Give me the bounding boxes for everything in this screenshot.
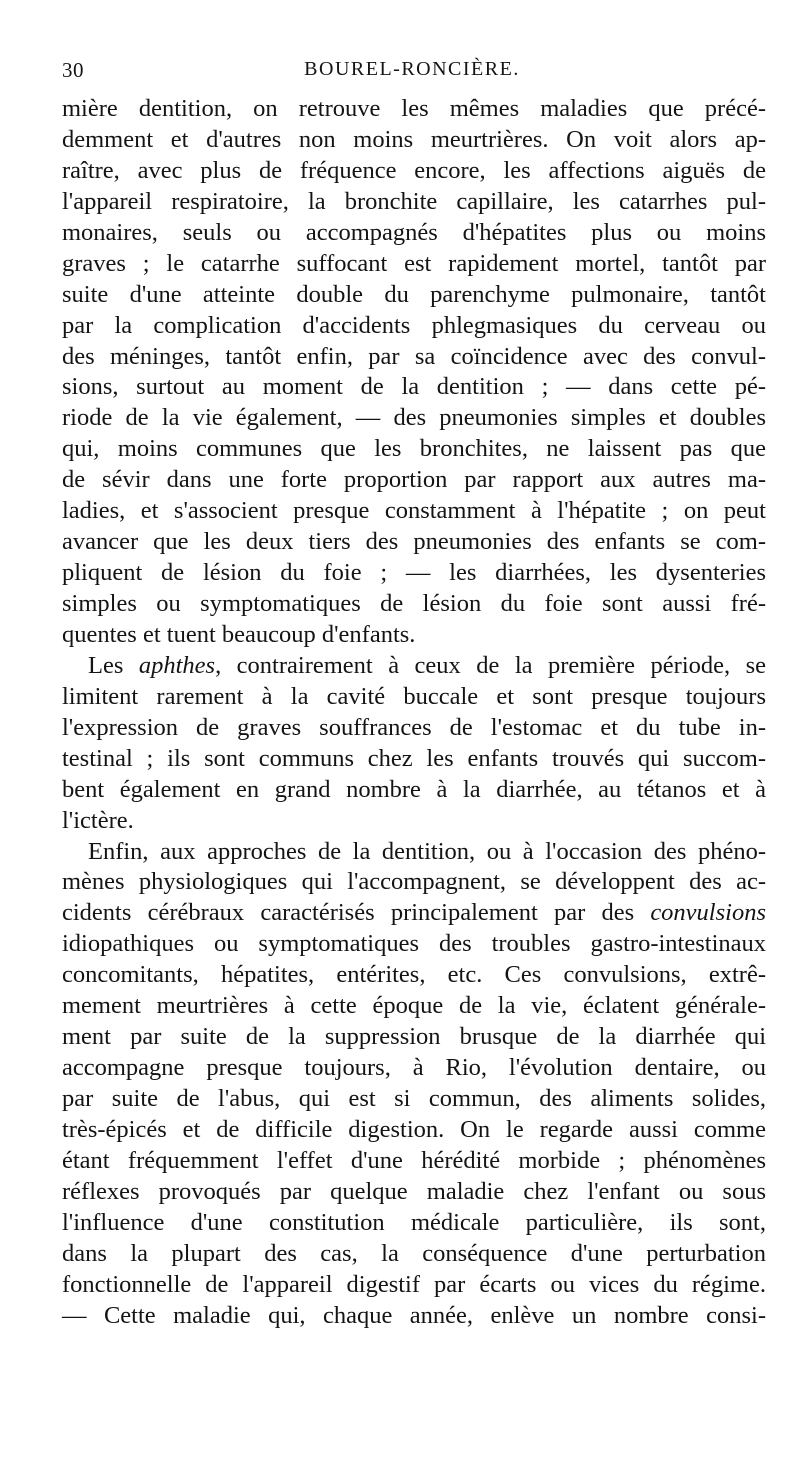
text-line xyxy=(62,806,766,837)
text-line xyxy=(62,403,766,434)
text-line xyxy=(62,1146,766,1177)
text-line xyxy=(62,837,766,868)
text-line xyxy=(62,713,766,744)
page-number: 30 xyxy=(62,58,84,82)
text-line-content: mière dentition, on retrouve les mêmes maladies que précé- xyxy=(62,95,766,122)
italic-term: convulsions xyxy=(650,899,766,927)
text-line-content: accompagne presque toujours, à Rio, l'évolution dentaire, ou xyxy=(62,1054,766,1082)
text-line-content: mènes physiologiques qui l'accompagnent, se développent des ac- xyxy=(62,868,766,896)
text-line-content: fonctionnelle de l'appareil digestif par écarts ou vices du régime. xyxy=(62,1270,766,1298)
text-line xyxy=(62,620,766,651)
text-line xyxy=(62,156,766,187)
text-line-content: simples ou symptomatiques de lésion du foie sont aussi fré- xyxy=(62,590,766,617)
text-line-start: Les xyxy=(88,651,139,679)
text-line xyxy=(62,1022,766,1053)
text-line xyxy=(62,1115,766,1146)
text-line-start: cidents cérébraux caractérisés principalement par des xyxy=(62,899,651,927)
text-line xyxy=(62,249,766,280)
text-line xyxy=(62,465,766,496)
text-line xyxy=(62,1301,766,1332)
text-line xyxy=(62,1239,766,1270)
text-line xyxy=(62,1208,766,1239)
text-line-content: Enfin, aux approches de la dentition, ou à l'occasion des phéno- xyxy=(88,837,766,865)
text-line-content: l'influence d'une constitution médicale particulière, ils sont, xyxy=(62,1208,766,1236)
text-line-content: idiopathiques ou symptomatiques des troubles gastro-intestinaux xyxy=(62,930,766,958)
text-line xyxy=(62,280,766,311)
text-line xyxy=(62,682,766,713)
text-line xyxy=(62,898,766,929)
text-line-content: par suite de l'abus, qui est si commun, des aliments solides, xyxy=(62,1085,766,1112)
text-line xyxy=(62,94,766,125)
text-line-content: avancer que les deux tiers des pneumonies des enfants se com- xyxy=(62,528,766,556)
text-line xyxy=(62,589,766,620)
text-line xyxy=(62,496,766,527)
text-line xyxy=(62,218,766,249)
text-line-content: ment par suite de la suppression brusque de la diarrhée qui xyxy=(62,1023,766,1051)
text-line-content: réflexes provoqués par quelque maladie chez l'enfant ou sous xyxy=(62,1177,766,1205)
text-line xyxy=(62,311,766,342)
text-line-content: quentes et tuent beaucoup d'enfants. xyxy=(62,620,416,648)
text-line-content: , contrairement à ceux de la première période, se xyxy=(215,651,767,679)
text-line xyxy=(62,991,766,1022)
text-line xyxy=(62,527,766,558)
text-line xyxy=(62,1084,766,1115)
text-line-content: très-épicés et de difficile digestion. On le regarde aussi comme xyxy=(62,1115,766,1143)
italic-term: aphthes xyxy=(138,651,216,679)
text-line xyxy=(62,1270,766,1301)
text-line-content: raître, avec plus de fréquence encore, les affections aiguës de xyxy=(62,156,766,184)
text-line-content: testinal ; ils sont communs chez les enfants trouvés qui succom- xyxy=(62,744,766,772)
running-title: BOUREL-RONCIÈRE. xyxy=(304,58,520,80)
text-line xyxy=(62,651,766,682)
text-line-content: ladies, et s'associent presque constamment à l'hépatite ; on peut xyxy=(62,497,766,525)
text-line-content: qui, moins communes que les bronchites, ne laissent pas que xyxy=(62,435,766,463)
text-line-content: par la complication d'accidents phlegmasiques du cerveau ou xyxy=(62,311,766,339)
text-line-content: l'ictère. xyxy=(62,806,134,834)
text-line xyxy=(62,434,766,465)
text-line-content: pliquent de lésion du foie ; — les diarrhées, les dysenteries xyxy=(62,559,766,587)
text-line xyxy=(62,775,766,806)
text-line-content: limitent rarement à la cavité buccale et sont presque toujours xyxy=(62,682,766,710)
text-line xyxy=(62,960,766,991)
text-line xyxy=(62,558,766,589)
text-line-content: des méninges, tantôt enfin, par sa coïncidence avec des convul- xyxy=(62,342,766,370)
page-header xyxy=(62,58,762,88)
body-text xyxy=(62,94,766,1332)
text-line-content: riode de la vie également, — des pneumonies simples et doubles xyxy=(62,404,766,432)
text-line-content: bent également en grand nombre à la diarrhée, au tétanos et à xyxy=(62,775,766,803)
text-line-content: mement meurtrières à cette époque de la vie, éclatent générale- xyxy=(62,992,766,1020)
text-line-content: sions, surtout au moment de la dentition ; — dans cette pé- xyxy=(62,373,766,401)
text-line xyxy=(62,867,766,898)
text-line-content: suite d'une atteinte double du parenchyme pulmonaire, tantôt xyxy=(62,280,766,308)
text-line xyxy=(62,372,766,403)
text-line-content: dans la plupart des cas, la conséquence d'une perturbation xyxy=(62,1239,766,1267)
text-line-content: l'expression de graves souffrances de l'estomac et du tube in- xyxy=(62,713,766,741)
text-line xyxy=(62,1053,766,1084)
text-line-content: l'appareil respiratoire, la bronchite capillaire, les catarrhes pul- xyxy=(62,187,766,215)
text-line-content: concomitants, hépatites, entérites, etc. Ces convulsions, extrê- xyxy=(62,961,766,989)
text-line-content: graves ; le catarrhe suffocant est rapidement mortel, tantôt par xyxy=(62,249,766,277)
text-line-content: de sévir dans une forte proportion par rapport aux autres ma- xyxy=(62,466,766,494)
text-line-content: — Cette maladie qui, chaque année, enlève un nombre consi- xyxy=(62,1301,766,1329)
text-line-content: monaires, seuls ou accompagnés d'hépatites plus ou moins xyxy=(62,218,766,246)
text-line xyxy=(62,187,766,218)
text-line xyxy=(62,929,766,960)
text-line-content: étant fréquemment l'effet d'une hérédité morbide ; phénomènes xyxy=(62,1146,766,1174)
text-line xyxy=(62,1177,766,1208)
text-line xyxy=(62,744,766,775)
text-line xyxy=(62,125,766,156)
text-line-content: demment et d'autres non moins meurtrières. On voit alors ap- xyxy=(62,125,766,153)
text-line xyxy=(62,342,766,373)
